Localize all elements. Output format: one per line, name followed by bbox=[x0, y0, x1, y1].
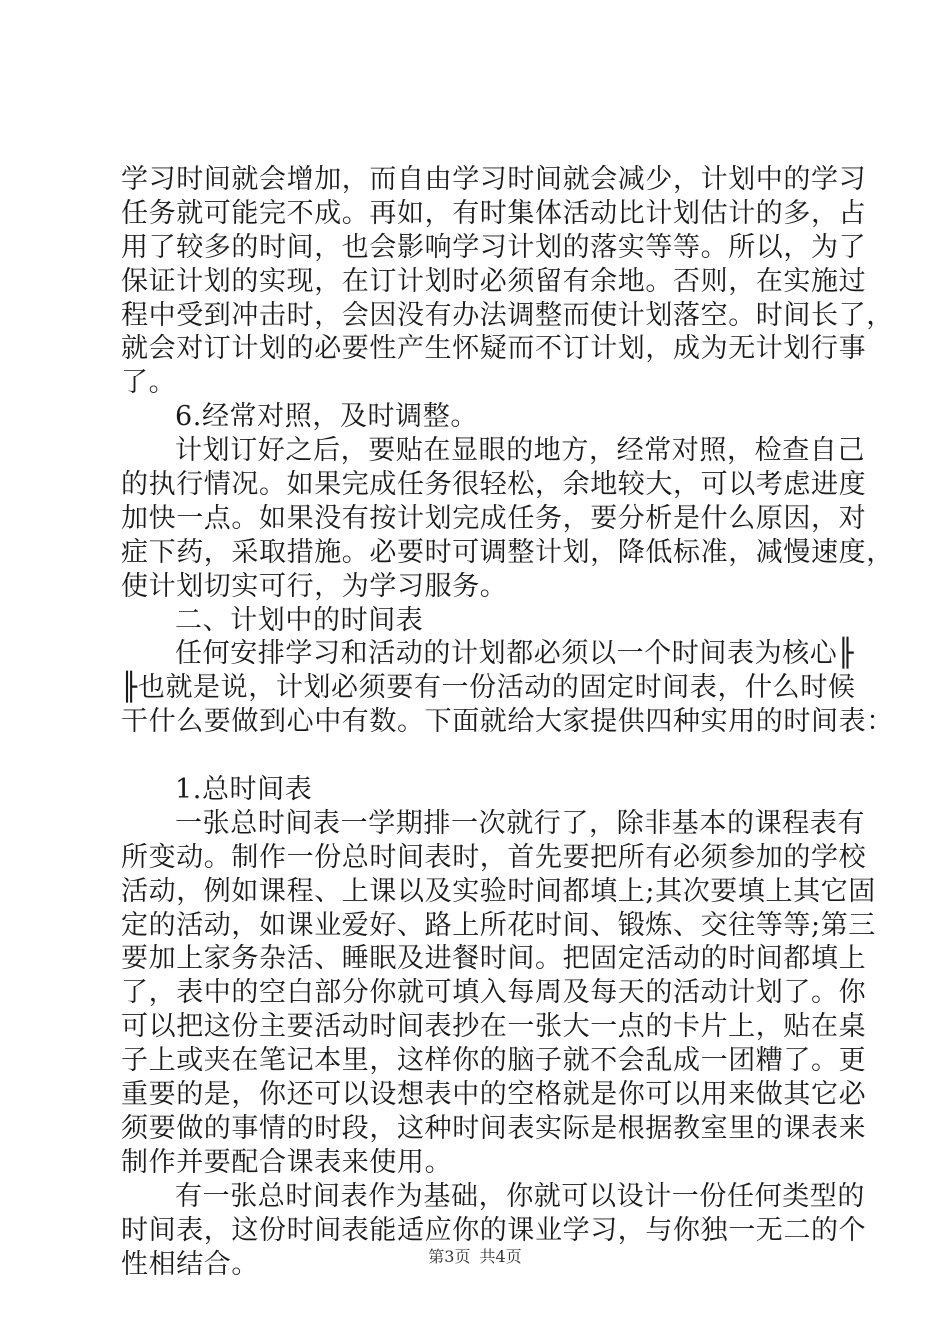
paragraph-line: 任务就可能完不成。再如，有时集体活动比计划估计的多，占 bbox=[121, 197, 867, 229]
paragraph-line: 学习时间就会增加，而自由学习时间就会减少，计划中的学习 bbox=[121, 164, 867, 195]
paragraph-line: 了，表中的空白部分你就可填入每周及每天的活动计划了。你 bbox=[121, 977, 867, 1009]
section-heading: 二、计划中的时间表 bbox=[175, 604, 424, 636]
paragraph-line: 可以把这份主要活动时间表抄在一张大一点的卡片上，贴在桌 bbox=[121, 1011, 867, 1043]
paragraph-line: 用了较多的时间，也会影响学习计划的落实等等。所以，为了 bbox=[121, 231, 867, 263]
blank-line bbox=[121, 739, 841, 773]
paragraph-line: 使计划切实可行，为学习服务。 bbox=[121, 570, 508, 602]
paragraph-line: 保证计划的实现，在订计划时必须留有余地。否则，在实施过 bbox=[121, 265, 867, 297]
page-number: 第3页 bbox=[428, 1247, 471, 1266]
paragraph-line: 一张总时间表一学期排一次就行了，除非基本的课程表有 bbox=[175, 807, 865, 839]
paragraph-line: 干什么要做到心中有数。下面就给大家提供四种实用的时间表： bbox=[121, 706, 894, 738]
paragraph-line: ╟也就是说，计划必须要有一份活动的固定时间表，什么时候 bbox=[121, 672, 856, 704]
paragraph-line: 时间表，这份时间表能适应你的课业学习，与你独一无二的个 bbox=[121, 1214, 867, 1246]
paragraph-line: 所变动。制作一份总时间表时，首先要把所有必须参加的学校 bbox=[121, 841, 867, 873]
paragraph-line: 须要做的事情的时段，这种时间表实际是根据教室里的课表来 bbox=[121, 1112, 867, 1144]
section-heading: 1.总时间表 bbox=[175, 774, 313, 806]
paragraph-line: 性相结合。 bbox=[121, 1248, 259, 1280]
paragraph-line: 定的活动，如课业爱好、路上所花时间、锻炼、交往等等;第三 bbox=[121, 909, 876, 941]
page-footer bbox=[0, 1244, 950, 1267]
paragraph-line: 有一张总时间表作为基础，你就可以设计一份任何类型的 bbox=[175, 1180, 865, 1212]
paragraph-line: 的执行情况。如果完成任务很轻松，余地较大，可以考虑进度 bbox=[121, 469, 867, 501]
paragraph-line: 重要的是，你还可以设想表中的空格就是你可以用来做其它必 bbox=[121, 1079, 867, 1111]
paragraph-line: 症下药，采取措施。必要时可调整计划，降低标准，减慢速度， bbox=[121, 536, 894, 568]
paragraph-line: 了。 bbox=[121, 367, 177, 399]
paragraph-line: 加快一点。如果没有按计划完成任务，要分析是什么原因，对 bbox=[121, 502, 867, 534]
paragraph-line: 程中受到冲击时，会因没有办法调整而使计划落空。时间长了， bbox=[121, 299, 894, 331]
paragraph-line: 计划订好之后，要贴在显眼的地方，经常对照，检查自己 bbox=[175, 435, 865, 467]
paragraph-line: 要加上家务杂活、睡眠及进餐时间。把固定活动的时间都填上 bbox=[121, 943, 867, 975]
section-heading: 6.经常对照，及时调整。 bbox=[175, 401, 478, 433]
paragraph-line: 活动，例如课程、上课以及实验时间都填上;其次要填上其它固 bbox=[121, 875, 876, 907]
paragraph-line: 制作并要配合课表来使用。 bbox=[121, 1146, 453, 1178]
paragraph-line: 任何安排学习和活动的计划都必须以一个时间表为核心╟ bbox=[175, 638, 855, 670]
paragraph-line: 就会对订计划的必要性产生怀疑而不订计划，成为无计划行事 bbox=[121, 333, 867, 365]
paragraph-line: 子上或夹在笔记本里，这样你的脑子就不会乱成一团糟了。更 bbox=[121, 1045, 867, 1077]
document-body bbox=[121, 163, 894, 1281]
page-total: 共4页 bbox=[479, 1247, 522, 1266]
